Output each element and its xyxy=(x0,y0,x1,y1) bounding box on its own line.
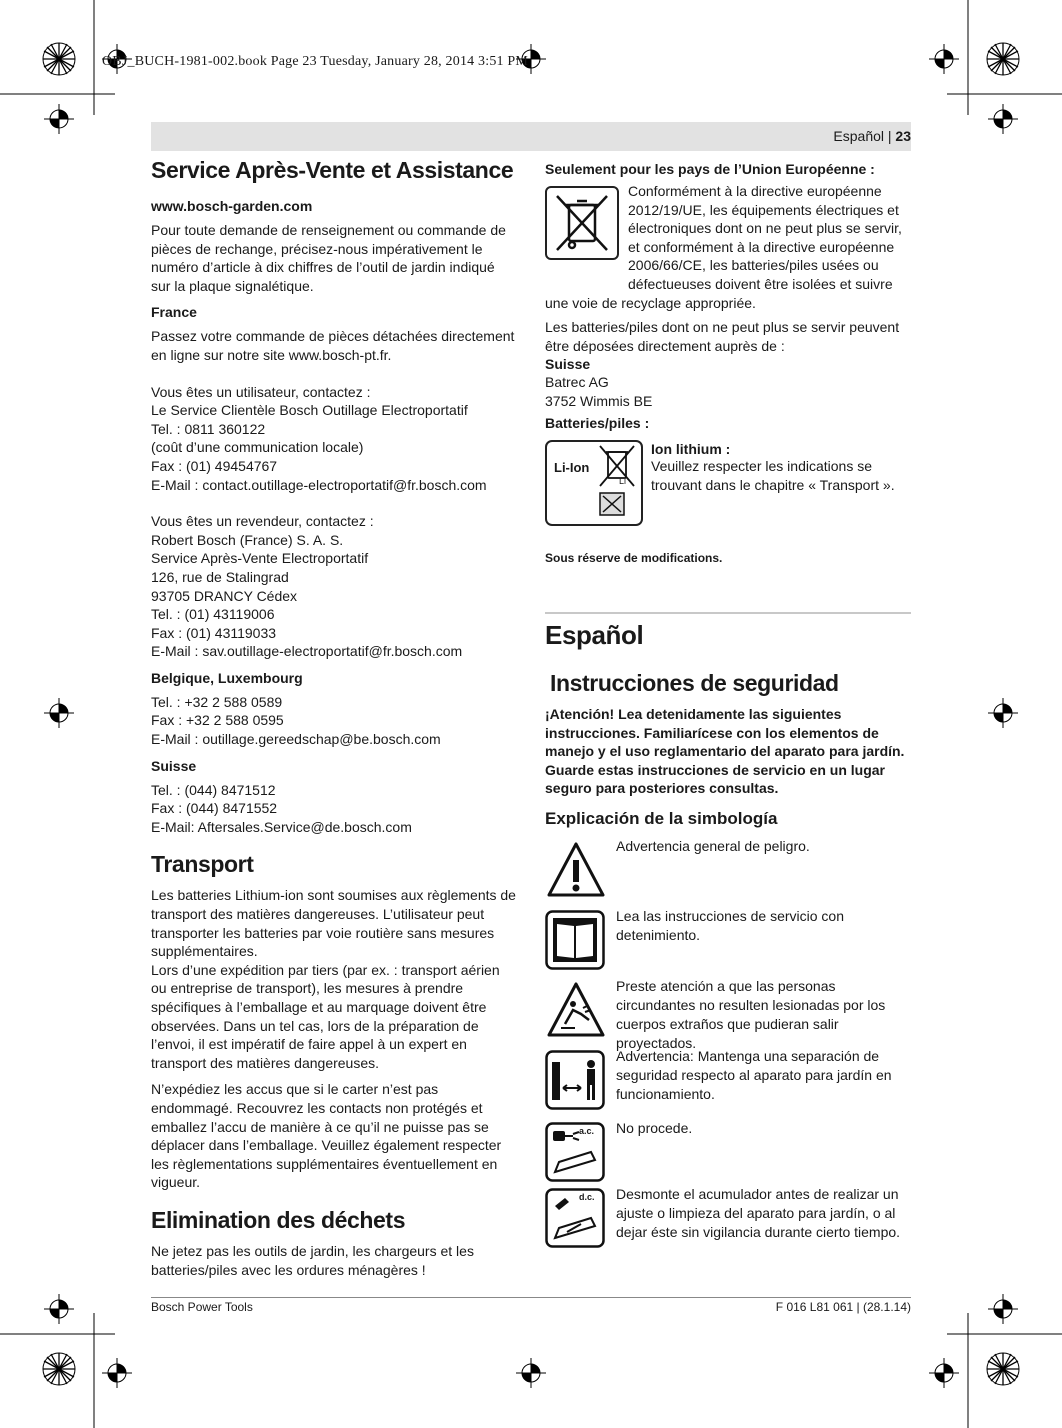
france-heading: France xyxy=(151,304,197,321)
batteries-collection-text: Les batteries/piles dont on ne peut plus se servir peuvent être déposées directement auprès de : xyxy=(545,319,900,354)
starburst-icon xyxy=(42,42,76,76)
li-label: Li xyxy=(619,476,627,486)
symbol-text: Preste atención a que las personas circundantes no resulten lesionadas por los cuerpos extraños que pudieran salir proyectados. xyxy=(616,978,886,1051)
running-header xyxy=(833,128,911,144)
dc-label: d.c. xyxy=(579,1192,595,1202)
transport-paragraph-1: Les batteries Lithium-ion sont soumises aux règlements de transport des matières dangereuses. L’utilisateur peut transporter les batteries par voie routière sans mesures supplémentaires. Lors d’une expédition par tiers (par ex. : transport aérien ou entreprise de transport), les mesures à prendre spécifiques à l’emballage et au marquage doivent être observées. Dans un tel cas, lors de la préparation de l’envoi, il est impératif de faire appel à un expert en transport des matières dangereuses. xyxy=(151,887,516,1071)
symbol-text: Advertencia general de peligro. xyxy=(616,838,810,854)
running-header-bar xyxy=(151,122,911,151)
batteries-heading: Batteries/piles : xyxy=(545,415,650,432)
crosshair-icon xyxy=(44,698,74,728)
symbol-row xyxy=(545,1186,901,1253)
symbol-row xyxy=(545,978,886,1051)
crosshair-icon xyxy=(929,44,959,74)
footer-publisher: Bosch Power Tools xyxy=(151,1300,253,1314)
crosshair-icon xyxy=(988,698,1018,728)
eu-heading: Seulement pour les pays de l’Union Européenne : xyxy=(545,161,875,177)
belgium-heading: Belgique, Luxembourg xyxy=(151,669,303,686)
ac-unplug-icon xyxy=(545,1122,605,1182)
starburst-icon xyxy=(986,1352,1020,1386)
website-link[interactable]: www.bosch-garden.com xyxy=(151,198,313,214)
right-collection-block xyxy=(545,318,911,438)
safety-title: Instrucciones de seguridad xyxy=(550,670,839,696)
belgium-contact: Tel. : +32 2 588 0589 Fax : +32 2 588 0595 E-Mail : outillage.gereedschap@be.bosch.com xyxy=(151,693,441,748)
reserve-notice: Sous réserve de modifications. xyxy=(545,551,723,565)
symbol-row xyxy=(545,908,845,975)
crosshair-icon xyxy=(102,1358,132,1388)
france-user-contact: Vous êtes un utilisateur, contactez : Le Service Clientèle Bosch Outillage Electroportatif Tel. : 0811 360122 (coût d’une communication locale) Fax : (01) 49454767 E-Mail : contact.outillage-electroportatif@fr.bosch.com xyxy=(151,383,487,493)
crosshair-icon xyxy=(929,1358,959,1388)
li-ion-label: Li-Ion xyxy=(554,460,590,475)
service-title: Service Après-Vente et Assistance xyxy=(151,157,514,183)
crosshair-icon xyxy=(44,1294,74,1324)
right-swiss-heading: Suisse xyxy=(545,356,591,373)
manual-book-icon xyxy=(545,910,605,970)
eu-directive-block xyxy=(545,182,911,312)
ion-lithium-text: Veuillez respecter les indications se trouvant dans le chapitre « Transport ». xyxy=(651,458,895,493)
symbols-heading: Explicación de la simbología xyxy=(545,809,778,828)
footer-document-id: F 016 L81 061 | (28.1.14) xyxy=(775,1300,911,1314)
france-order: Passez votre commande de pièces détachées directement en ligne sur notre site www.bosch-pt.fr. xyxy=(151,328,515,363)
swiss-heading: Suisse xyxy=(151,757,197,774)
symbol-row xyxy=(545,1120,693,1187)
symbol-text: No procede. xyxy=(616,1120,693,1136)
elimination-paragraph: Ne jetez pas les outils de jardin, les chargeurs et les batteries/piles avec les ordures ménagères ! xyxy=(151,1242,474,1278)
left-column xyxy=(151,156,518,1287)
section-divider xyxy=(545,612,911,614)
crosshair-icon xyxy=(988,104,1018,134)
crosshair-icon xyxy=(988,1294,1018,1324)
header-language: Español xyxy=(833,128,884,144)
transport-paragraph-2: N’expédiez les accus que si le carter n’est pas endommagé. Recouvrez les contacts non protégés et emballez l’accu de manière à ce qu’il ne puisse pas se déplacer dans l’emballage. Veuillez également respecter les règlementations supplémentaires éventuellement en vigueur. xyxy=(151,1081,502,1191)
recycle-box-icon xyxy=(599,492,625,516)
elimination-title: Elimination des déchets xyxy=(151,1206,406,1233)
symbol-text: Desmonte el acumulador antes de realizar un ajuste o limpieza del aparato para jardín, o al dejar éste sin vigilancia durante cierto tiempo. xyxy=(616,1186,901,1240)
page-number: 23 xyxy=(895,128,911,144)
warning-triangle-icon xyxy=(545,840,607,900)
batrec-address: Batrec AG 3752 Wimmis BE xyxy=(545,374,653,409)
swiss-contact: Tel. : (044) 8471512 Fax : (044) 8471552 E-Mail: Aftersales.Service@de.bosch.com xyxy=(151,781,412,835)
symbol-text: Advertencia: Mantenga una separación de seguridad respecto al aparato para jardín en funcionamiento. xyxy=(616,1048,892,1102)
starburst-icon xyxy=(986,42,1020,76)
safe-distance-icon xyxy=(545,1050,605,1110)
ion-lithium-heading: Ion lithium : xyxy=(651,441,731,457)
symbol-row xyxy=(545,1048,892,1115)
flying-objects-icon xyxy=(545,980,607,1040)
transport-title: Transport xyxy=(151,851,254,878)
starburst-icon xyxy=(42,1352,76,1386)
attention-paragraph: ¡Atención! Lea detenidamente las siguientes instrucciones. Familiarícese con los elementos de manejo y el uso reglamentario del aparato para jardín. Guarde estas instrucciones de servicio en un lugar seguro para posteriores consultas. xyxy=(545,706,905,797)
eu-directive-text: Conformément à la directive européenne 2012/19/UE, les équipements électriques et électroniques dont on ne peut plus se servir, et conformément à la directive européenne 2006/66/CE, les batteries/piles usées ou défectueuses doivent être isolées et suivre une voie de recyclage appropriée. xyxy=(545,183,902,311)
symbol-text: Lea las instrucciones de servicio con detenimiento. xyxy=(616,908,845,943)
symbol-row xyxy=(545,838,810,905)
france-dealer-contact: Vous êtes un revendeur, contactez : Robert Bosch (France) S. A. S. Service Après-Vente Electroportatif 126, rue de Stalingrad 93705 DRANCY Cédex Tel. : (01) 43119006 Fax : (01) 43119033 E-Mail : sav.outillage-electroportatif@fr.bosch.com xyxy=(151,513,463,660)
crosshair-icon xyxy=(516,1358,546,1388)
ac-label: a.c. xyxy=(579,1126,595,1136)
li-ion-symbol xyxy=(545,440,643,526)
crosshair-icon xyxy=(44,104,74,134)
header-separator: | xyxy=(887,128,892,144)
espanol-title: Español xyxy=(545,620,644,650)
print-slug: OBJ_BUCH-1981-002.book Page 23 Tuesday, January 28, 2014 3:51 PM xyxy=(102,54,529,69)
service-intro: Pour toute demande de renseignement ou commande de pièces de rechange, précisez-nous impérativement le numéro d’article à dix chiffres de l’outil de jardin indiqué sur la plaque signalétique. xyxy=(151,222,506,294)
footer-rule xyxy=(151,1297,911,1298)
dc-battery-remove-icon xyxy=(545,1188,605,1248)
crossed-bin-small-icon xyxy=(597,444,637,490)
